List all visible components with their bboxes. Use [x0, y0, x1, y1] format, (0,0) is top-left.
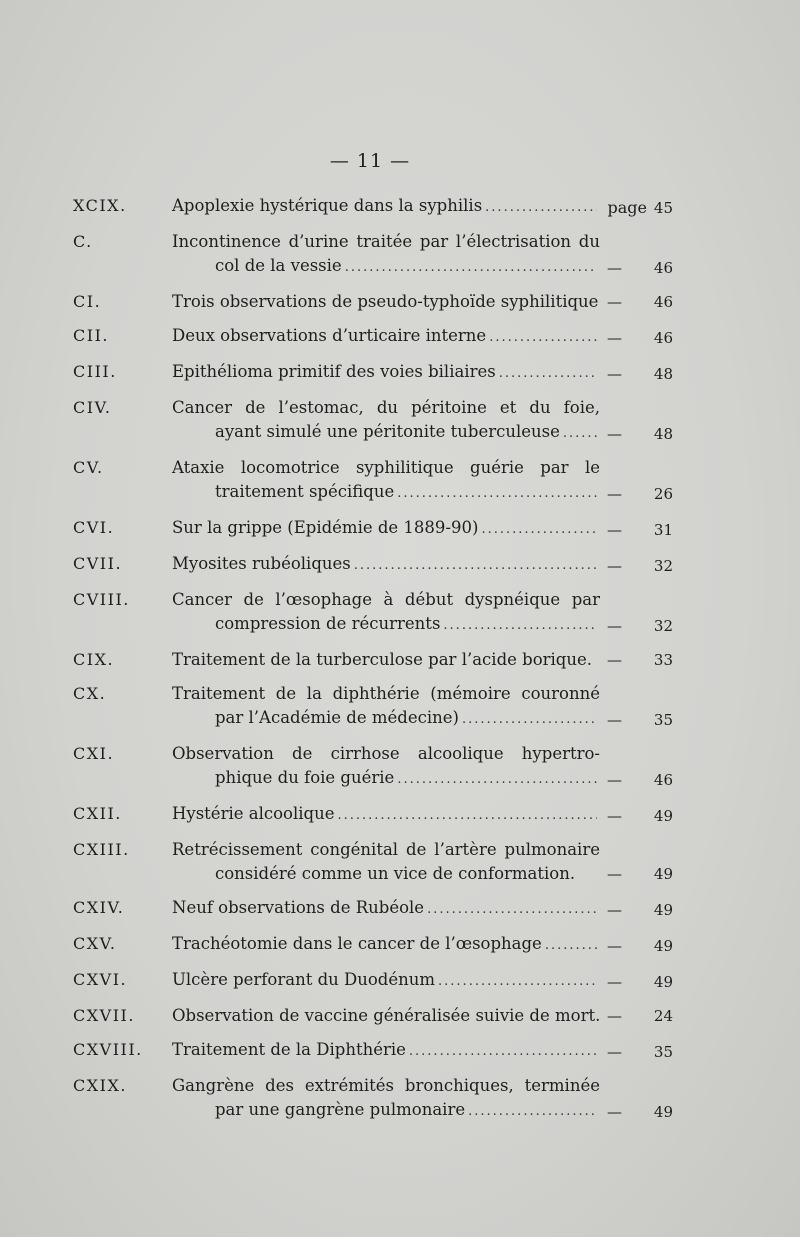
toc-entry	[73, 194, 673, 220]
dot-leader	[462, 708, 597, 732]
entry-numeral: XCIX.	[73, 196, 127, 215]
page-reference	[601, 970, 673, 994]
page-ref-number: 46	[653, 329, 673, 347]
entry-numeral: CXIV.	[73, 898, 125, 917]
entry-numeral: CXVI.	[73, 970, 128, 989]
page-prefix: —	[607, 365, 622, 383]
entry-title	[172, 324, 600, 350]
entry-numeral: CXV.	[73, 934, 117, 953]
page-reference	[601, 326, 673, 350]
entry-title	[172, 802, 600, 828]
page-prefix: —	[607, 973, 622, 991]
page-ref-number: 32	[653, 557, 673, 575]
page-reference	[601, 518, 673, 542]
page-reference	[601, 934, 673, 958]
table-of-contents	[73, 194, 673, 1134]
page-ref-number: 46	[653, 259, 673, 277]
dot-leader	[438, 970, 597, 994]
entry-numeral: CIII.	[73, 362, 117, 381]
page-prefix: —	[607, 807, 622, 825]
page-prefix: —	[607, 617, 622, 635]
entry-numeral: CI.	[73, 292, 102, 311]
page-ref-number: 49	[653, 901, 673, 919]
page-number: — 11 —	[329, 150, 411, 172]
page-prefix: —	[607, 425, 622, 443]
entry-title	[172, 456, 600, 506]
dot-leader	[397, 482, 597, 506]
dot-leader	[485, 196, 597, 220]
toc-entry	[73, 324, 673, 350]
page-reference	[601, 1100, 673, 1124]
page-ref-number: 49	[653, 1103, 673, 1121]
entry-title-last-line: Trachéotomie dans le cancer de l’œsophage	[172, 934, 542, 953]
entry-numeral: CVII.	[73, 554, 123, 573]
entry-numeral: C.	[73, 232, 93, 251]
dot-leader	[409, 1040, 597, 1064]
entry-title	[172, 516, 600, 542]
toc-entry	[73, 230, 673, 280]
page-prefix: —	[607, 557, 622, 575]
page-reference	[601, 362, 673, 386]
entry-title	[172, 682, 600, 732]
entry-numeral: CIV.	[73, 398, 112, 417]
toc-entry	[73, 682, 673, 732]
entry-title-last-line: Neuf observations de Rubéole	[172, 898, 425, 917]
entry-title-last-line: considéré comme un vice de conformation.	[215, 864, 576, 883]
entry-title	[172, 588, 600, 638]
page-prefix: —	[607, 865, 622, 883]
entry-title	[172, 194, 600, 220]
entry-title	[172, 896, 600, 922]
toc-entry	[73, 588, 673, 638]
toc-entry	[73, 968, 673, 994]
page-reference	[601, 196, 673, 220]
entry-title-line: Observation de cirrhose alcoolique hypertro-	[172, 744, 600, 763]
entry-title	[172, 360, 600, 386]
entry-title-last-line: traitement spécifique	[215, 482, 395, 501]
toc-entry	[73, 290, 673, 314]
entry-numeral: CXIX.	[73, 1076, 127, 1095]
entry-title-last-line: compression de récurrents	[215, 614, 441, 633]
entry-title-last-line: Hystérie alcoolique	[172, 804, 335, 823]
dot-leader	[345, 256, 597, 280]
toc-entry	[73, 838, 673, 886]
page-reference	[601, 482, 673, 506]
entry-title-last-line: Traitement de la Diphthérie	[172, 1040, 406, 1059]
entry-title-last-line: Trois observations de pseudo-typhoïde syphilitique	[172, 292, 599, 311]
entry-title	[172, 552, 600, 578]
page-prefix: —	[607, 329, 622, 347]
entry-title	[172, 932, 600, 958]
toc-entry	[73, 1074, 673, 1124]
toc-entry	[73, 516, 673, 542]
page-ref-number: 46	[653, 293, 673, 311]
entry-title-last-line: Ulcère perforant du Duodénum	[172, 970, 436, 989]
entry-title-last-line: Sur la grippe (Epidémie de 1889-90)	[172, 518, 479, 537]
page-reference	[601, 768, 673, 792]
entry-title	[172, 1074, 600, 1124]
page-ref-number: 26	[653, 485, 673, 503]
entry-title	[172, 1038, 600, 1064]
toc-entry	[73, 896, 673, 922]
entry-title-last-line: Epithélioma primitif des voies biliaires	[172, 362, 496, 381]
toc-entry	[73, 1038, 673, 1064]
page-prefix: —	[607, 259, 622, 277]
page-ref-number: 45	[653, 199, 673, 217]
toc-entry	[73, 396, 673, 446]
entry-title-last-line: phique du foie guérie	[215, 768, 395, 787]
entry-title-last-line: Myosites rubéoliques	[172, 554, 351, 573]
page-ref-number: 31	[653, 521, 673, 539]
entry-numeral: CXI.	[73, 744, 115, 763]
toc-entry	[73, 1004, 673, 1028]
page-reference	[601, 898, 673, 922]
entry-title-line: Incontinence d’urine traitée par l’électrisation du	[172, 232, 600, 251]
page-prefix: —	[607, 485, 622, 503]
entry-title-last-line: Deux observations d’urticaire interne	[172, 326, 487, 345]
page-prefix: —	[607, 1103, 622, 1121]
entry-title	[172, 742, 600, 792]
dot-leader	[489, 326, 597, 350]
entry-title	[172, 968, 600, 994]
toc-entry	[73, 802, 673, 828]
page-prefix: page	[607, 198, 647, 217]
entry-title-line: Ataxie locomotrice syphilitique guérie par le	[172, 458, 600, 477]
dot-leader	[481, 518, 597, 542]
entry-title-line: Gangrène des extrémités bronchiques, terminée	[172, 1076, 600, 1095]
entry-title-last-line: par l’Académie de médecine)	[215, 708, 459, 727]
page-reference	[601, 804, 673, 828]
entry-title-last-line: Traitement de la turberculose par l’acide borique.	[172, 650, 593, 669]
entry-numeral: CXVII.	[73, 1006, 135, 1025]
page-ref-number: 35	[653, 1043, 673, 1061]
page-reference	[601, 1004, 673, 1028]
dot-leader	[397, 768, 597, 792]
page-reference	[601, 554, 673, 578]
dot-leader	[354, 554, 597, 578]
entry-title	[172, 1004, 600, 1028]
dot-leader	[427, 898, 597, 922]
page-prefix: —	[607, 901, 622, 919]
page-reference	[601, 648, 673, 672]
page-ref-number: 48	[653, 365, 673, 383]
entry-title	[172, 648, 600, 672]
entry-numeral: CXVIII.	[73, 1040, 143, 1059]
toc-entry	[73, 742, 673, 792]
page-ref-number: 49	[653, 937, 673, 955]
entry-title-last-line: ayant simulé une péritonite tuberculeuse	[215, 422, 560, 441]
page-ref-number: 46	[653, 771, 673, 789]
toc-entry	[73, 932, 673, 958]
toc-entry	[73, 360, 673, 386]
entry-numeral: CV.	[73, 458, 104, 477]
page-ref-number: 24	[653, 1007, 673, 1025]
dot-leader	[337, 804, 597, 828]
page-prefix: —	[607, 293, 622, 311]
dot-leader	[443, 614, 597, 638]
entry-numeral: CII.	[73, 326, 109, 345]
entry-numeral: CVIII.	[73, 590, 130, 609]
entry-numeral: CVI.	[73, 518, 115, 537]
page-ref-number: 49	[653, 865, 673, 883]
entry-title-last-line: col de la vessie	[215, 256, 342, 275]
entry-title-line: Retrécissement congénital de l’artère pulmonaire	[172, 840, 600, 859]
page-prefix: —	[607, 1043, 622, 1061]
page-reference	[601, 1040, 673, 1064]
page-reference	[601, 862, 673, 886]
toc-entry	[73, 648, 673, 672]
entry-title-line: Cancer de l’estomac, du péritoine et du foie,	[172, 398, 600, 417]
dot-leader	[468, 1100, 597, 1124]
entry-title-line: Cancer de l’œsophage à début dyspnéique par	[172, 590, 600, 609]
page-prefix: —	[607, 711, 622, 729]
page-ref-number: 49	[653, 973, 673, 991]
page-prefix: —	[607, 771, 622, 789]
page-prefix: —	[607, 937, 622, 955]
page-reference	[601, 256, 673, 280]
page-ref-number: 35	[653, 711, 673, 729]
page-ref-number: 49	[653, 807, 673, 825]
dot-leader	[563, 422, 597, 446]
entry-title-line: Traitement de la diphthérie (mémoire couronné	[172, 684, 600, 703]
entry-title	[172, 396, 600, 446]
page-prefix: —	[607, 1007, 622, 1025]
page-ref-number: 48	[653, 425, 673, 443]
dot-leader	[545, 934, 597, 958]
page-reference	[601, 422, 673, 446]
entry-numeral: CXIII.	[73, 840, 130, 859]
entry-numeral: CXII.	[73, 804, 122, 823]
dot-leader	[499, 362, 597, 386]
page-reference	[601, 290, 673, 314]
page-ref-number: 33	[653, 651, 673, 669]
page-reference	[601, 708, 673, 732]
entry-title	[172, 230, 600, 280]
page-reference	[601, 614, 673, 638]
entry-title	[172, 838, 600, 886]
page-prefix: —	[607, 651, 622, 669]
page-ref-number: 32	[653, 617, 673, 635]
toc-entry	[73, 552, 673, 578]
entry-title-last-line: Apoplexie hystérique dans la syphilis	[172, 196, 483, 215]
page-prefix: —	[607, 521, 622, 539]
entry-title-last-line: Observation de vaccine généralisée suivie de mort.	[172, 1006, 601, 1025]
entry-title-last-line: par une gangrène pulmonaire	[215, 1100, 466, 1119]
entry-title	[172, 290, 600, 314]
entry-numeral: CIX.	[73, 650, 115, 669]
entry-numeral: CX.	[73, 684, 107, 703]
toc-entry	[73, 456, 673, 506]
